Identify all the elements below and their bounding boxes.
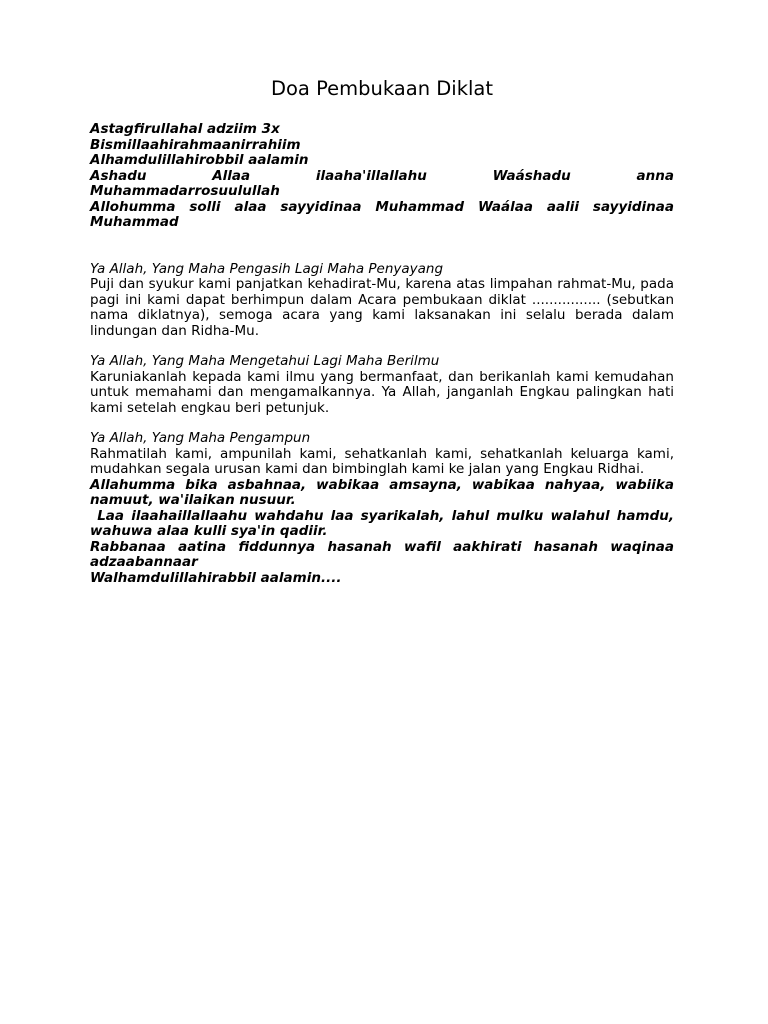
document-page: [90, 76, 679, 586]
opening-line-syahadat: Ashadu Allaa ilaaha'illallahu Waáshadu anna: [90, 167, 674, 184]
section-body: Karuniakanlah kepada kami ilmu yang bermanfaat, dan berikanlah kami kemudahan untuk memahami dan mengamalkannya. Ya Allah, janganlah Engkau palingkan hati kami setelah engkau beri petunjuk.: [90, 368, 674, 416]
closing-prayer-rabbana: Rabbanaa aatina fiddunnya hasanah wafil aakhirati hasanah waqinaa adzaabannaar: [90, 538, 674, 570]
section-pengampun: [90, 431, 674, 478]
closing-hamdalah: Walhamdulillahirabbil aalamin....: [90, 569, 342, 586]
section-pengasih: [90, 262, 674, 340]
section-berilmu: [90, 354, 674, 416]
closing-prayer-tahlil: Laa ilaahaillallaahu wahdahu laa syarikalah, lahul mulku walahul hamdu, wahuwa alaa kulli sya'in qadiir.: [90, 507, 679, 539]
section-heading: Ya Allah, Yang Maha Pengasih Lagi Maha Penyayang: [90, 260, 444, 277]
section-body: Puji dan syukur kami panjatkan kehadirat-Mu, karena atas limpahan rahmat-Mu, pada pagi ini kami dapat berhimpun dalam Acara pembukaan diklat ................ (sebutkan nama diklatnya), semoga acara yang kami laksanakan ini selalu berada dalam lindungan dan Ridha-Mu.: [90, 276, 674, 339]
section-heading: Ya Allah, Yang Maha Mengetahui Lagi Maha Berilmu: [90, 353, 440, 369]
opening-line-shalawat: Allohumma solli alaa sayyidinaa Muhammad Waálaa aalii sayyidinaa Muhammad: [90, 198, 674, 230]
document-title: Doa Pembukaan Diklat: [270, 77, 494, 100]
opening-line-syahadat-cont: Muhammadarrosuulullah: [90, 183, 280, 199]
opening-line-hamdalah: Alhamdulillahirobbil aalamin: [90, 152, 309, 168]
section-body: Rahmatilah kami, ampunilah kami, sehatkanlah kami, sehatkanlah keluarga kami, mudahkan segala urusan kami dan bimbinglah kami ke jalan yang Engkau Ridhai.: [90, 445, 674, 477]
section-heading: Ya Allah, Yang Maha Pengampun: [90, 430, 311, 446]
closing-prayer-pagi: Allahumma bika asbahnaa, wabikaa amsayna, wabikaa nahyaa, wabiika namuut, wa'ilaikan nusuur.: [90, 476, 674, 508]
opening-line-basmalah: Bismillaahirahmaanirrahiim: [90, 136, 301, 153]
opening-block: [90, 122, 674, 231]
opening-line-istighfar: Astagfirullahal adziim 3x: [90, 121, 280, 137]
